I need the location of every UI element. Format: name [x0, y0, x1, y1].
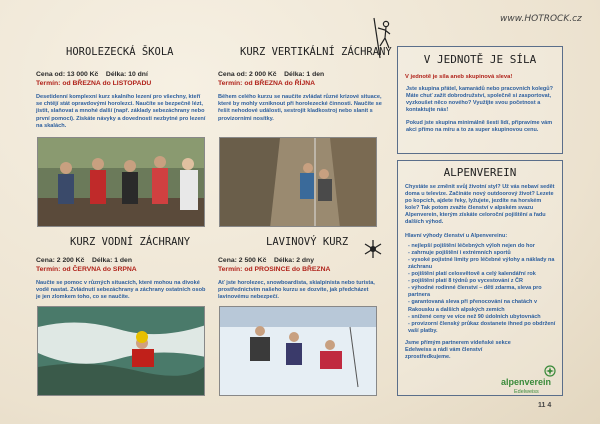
group-box-subtitle: V jednotě je síla aneb skupinová sleva! [405, 74, 513, 80]
benefit-item: - vysoké pojistné limity pro léčebné výlohy a náklady na záchranu [408, 257, 562, 271]
course-desc-climbing-school: Desetidenní komplexní kurz skalního lezení pro všechny, kteří se chtějí stát opravdovými horolezci. Naučíte se bezpečně lézt, jistit, slaňovat a mnohé další (např. základy sebezáchrany nebo první pomoci). Získáte návyky a dovednosti nezbytné pro lezení na skalách. [36, 94, 206, 129]
course-title-vertical-rescue: KURZ VERTIKÁLNÍ ZÁCHRANY [240, 46, 392, 58]
group-box-title: V JEDNOTĚ JE SÍLA [423, 53, 537, 66]
course-desc-avalanche: Ať jste horolezec, snowboardista, skialpinista nebo turista, prostřednictvím našeho kurzu se dozvíte, jak předcházet lavinovému nebezpečí. [218, 280, 375, 301]
benefit-item: - zahrnuje pojištění i extrémních sportů [408, 250, 562, 257]
logo-subtext: Edelweiss [514, 389, 539, 395]
logo-wordmark: alpenverein [501, 377, 552, 387]
benefit-item: - nejlepší pojištění léčebných výloh nejen do hor [408, 243, 562, 250]
group-discount-box [397, 46, 563, 154]
course-title-avalanche: LAVINOVÝ KURZ [266, 236, 349, 248]
alpenverein-box-title: ALPENVEREIN [443, 166, 517, 179]
vertical-rescue-illustration [220, 138, 377, 227]
alpenverein-box [397, 160, 563, 396]
alpenverein-benefits-title: Hlavní výhody členství u Alpenvereinu: [405, 232, 508, 239]
group-box-paragraph-1: Jste skupina přátel, kamarádů nebo pracovních kolegů? Máte chuť zažít dobrodružství, společně si zasportovat, vyzkoušet něco nového? Využijte svou početnost a kontaktujte nás! [406, 86, 554, 114]
photo-climbing-group [37, 137, 205, 227]
benefit-item: - garantovaná sleva při přenocování na chatách v Rakousku a dalších alpských zemích [408, 299, 562, 313]
benefit-item: - provizorní členský průkaz dostanete ihned po obdržení vaší platby. [408, 321, 562, 335]
course-title-climbing-school: HOROLEZECKÁ ŠKOLA [66, 46, 174, 58]
course-meta-climbing-school: Cena od: 13 000 Kč Délka: 10 dní Termín: od BŘEZNA do LISTOPADU [36, 71, 152, 87]
alpenverein-logo [500, 365, 562, 395]
alpenverein-outro: Jsme přímým partnerem vídeňské sekce Edelweiss a rádi vám členství zprostředkujeme. [405, 339, 511, 361]
benefit-item: - pojištění platí 8 týdnů po vycestování z ČR [408, 278, 562, 285]
course-meta-avalanche: Cena: 2 500 Kč Délka: 2 dny Termín: od PROSINCE do BŘEZNA [218, 257, 331, 273]
course-desc-vertical-rescue: Během celého kurzu se naučíte zvládat různé krizové situace, které by mohly vzniknout při horolezecké činnosti. Naučíte se řešit nehodové události, sestrojit kladkostroj nebo slanit s provizorními nosítky. [218, 94, 382, 122]
course-title-water-rescue: KURZ VODNÍ ZÁCHRANY [70, 236, 191, 248]
photo-water-rescue [37, 306, 205, 396]
alpenverein-intro: Chystáte se změnit svůj životní styl? Už vás nebaví sedět doma u televize. Začínáte nový outdoorový život? Lezete po kopcích, ajdete řeky, lyžujete, jezdíte na horském kole? Tak potom zvažte členství v alpském svazu Alpenverein, kterým získáte celoroční pojištění a řadu dalších výhod. [405, 184, 555, 226]
avalanche-illustration [220, 307, 377, 396]
climbing-group-illustration [38, 138, 205, 227]
photo-vertical-rescue [219, 137, 377, 227]
group-box-paragraph-2: Pokud jste skupina minimálně šesti lidí, připravíme vám akci přímo na míru a to za super skupinovou cenu. [406, 120, 553, 134]
course-meta-vertical-rescue: Cena od: 2 000 Kč Délka: 1 den Termín: od BŘEZNA do ŘÍJNA [218, 71, 325, 87]
benefit-item: - výhodné rodinné členství – děti zdarma, sleva pro partnera [408, 285, 562, 299]
benefit-item: - pojištění platí celosvětově a celý kalendářní rok [408, 271, 562, 278]
alpenverein-benefits-list [398, 243, 562, 335]
water-rescue-illustration [38, 307, 205, 396]
website-url[interactable]: www.HOTROCK.cz [500, 14, 582, 24]
course-desc-water-rescue: Naučte se pomoc v různých situacích, které mohou na divoké vodě nastat. Zvládnutí sebezáchrany a záchrany ostatních osob je jen zlomkem toho, co se naučíte. [36, 280, 206, 301]
benefit-item: - snížené ceny ve více než 90 údolních ubytovnách [408, 314, 562, 321]
page-number: 11 4 [538, 402, 552, 409]
photo-avalanche [219, 306, 377, 396]
course-meta-water-rescue: Cena: 2 200 Kč Délka: 1 den Termín: od ČERVNA do SRPNA [36, 257, 137, 273]
